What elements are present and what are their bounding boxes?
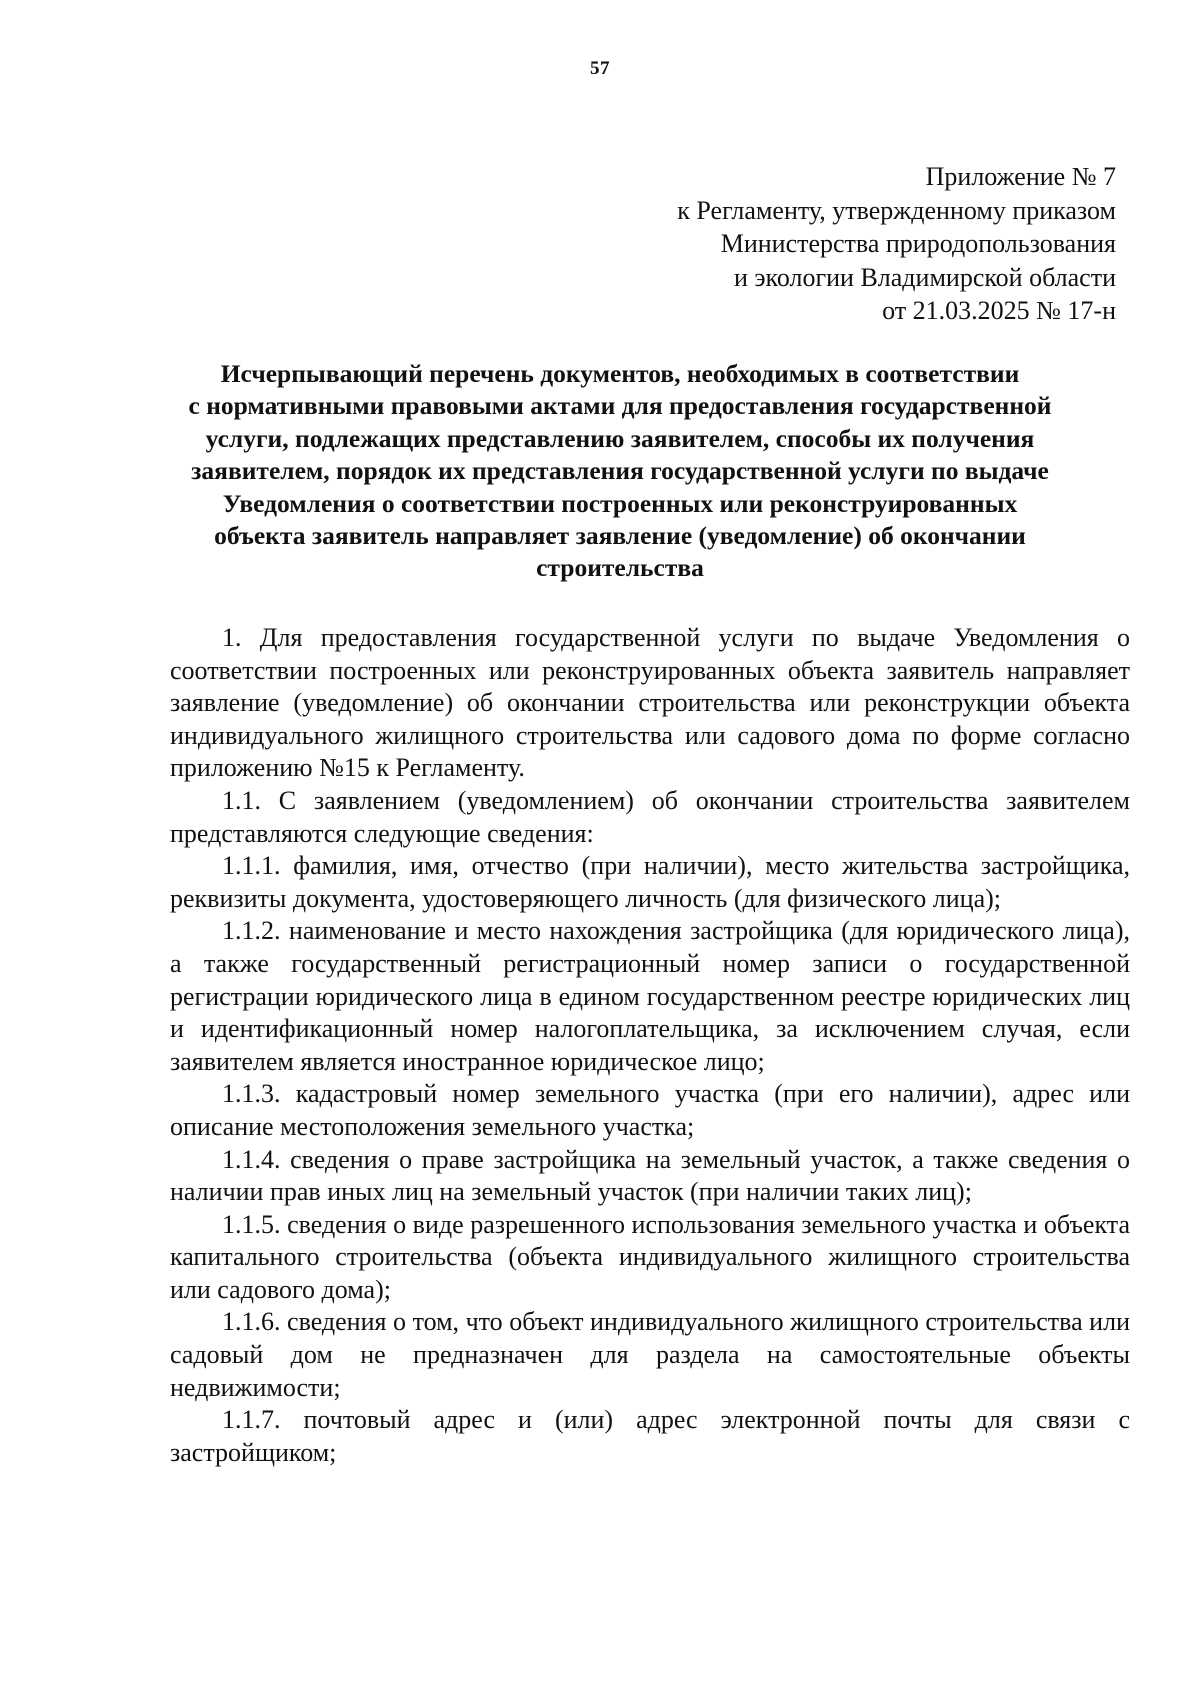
title-line: с нормативными правовыми актами для предоставления государственной [188,391,1052,421]
appendix-line: Приложение № 7 [925,162,1116,191]
title-line: Уведомления о соответствии построенных или реконструированных [222,488,1018,518]
document-body [170,622,1130,1469]
appendix-line: от 21.03.2025 № 17-н [882,296,1116,325]
appendix-line: к Регламенту, утвержденному приказом [677,195,1116,225]
paragraph-1-1: 1.1. С заявлением (уведомлением) об окончании строительства заявителем представляются следующие сведения: [170,785,1130,848]
title-line: объекта заявитель направляет заявление (уведомление) об окончании [214,521,1026,551]
paragraph-1-1-3: 1.1.3. кадастровый номер земельного участка (при его наличии), адрес или описание местоположения земельного участка; [170,1079,1130,1141]
paragraph-1-1-7: 1.1.7. почтовый адрес и (или) адрес электронной почты для связи с застройщиком; [170,1405,1130,1467]
appendix-line: и экологии Владимирской области [733,262,1116,292]
paragraph-1-1-4: 1.1.4. сведения о праве застройщика на земельный участок, а также сведения о наличии прав иных лиц на земельный участок (при наличии таких лиц); [170,1144,1130,1207]
paragraph-1: 1. Для предоставления государственной услуги по выдаче Уведомления о соответствии построенных или реконструированных объекта заявитель направляет заявление (уведомление) об окончании строительства или реконструкции объекта индивидуального жилищного строительства или садового дома по форме согласно приложению №15 к Регламенту. [170,623,1130,783]
appendix-header [556,160,1116,328]
document-title [150,358,1090,585]
appendix-line: Министерства природопользования [720,229,1116,258]
title-line: заявителем, порядок их представления государственной услуги по выдаче [191,456,1049,486]
title-line: строительства [536,553,704,583]
paragraph-1-1-2: 1.1.2. наименование и место нахождения застройщика (для юридического лица), а также государственный регистрационный номер записи о государственной регистрации юридического лица в едином государственном реестре юридических лиц и идентификационный номер налогоплательщика, за исключением случая, если заявителем является иностранное юридическое лицо; [170,916,1130,1076]
paragraph-1-1-5: 1.1.5. сведения о виде разрешенного использования земельного участка и объекта капитального строительства (объекта индивидуального жилищного строительства или садового дома); [170,1209,1130,1304]
page-number: 57 [590,58,610,79]
title-line: услуги, подлежащих представлению заявителем, способы их получения [205,423,1035,453]
paragraph-1-1-1: 1.1.1. фамилия, имя, отчество (при наличии), место жительства застройщика, реквизиты документа, удостоверяющего личность (для физического лица); [170,851,1130,913]
title-line: Исчерпывающий перечень документов, необходимых в соответствии [220,359,1020,388]
paragraph-1-1-6: 1.1.6. сведения о том, что объект индивидуального жилищного строительства или садовый дом не предназначен для раздела на самостоятельные объекты недвижимости; [170,1307,1130,1402]
